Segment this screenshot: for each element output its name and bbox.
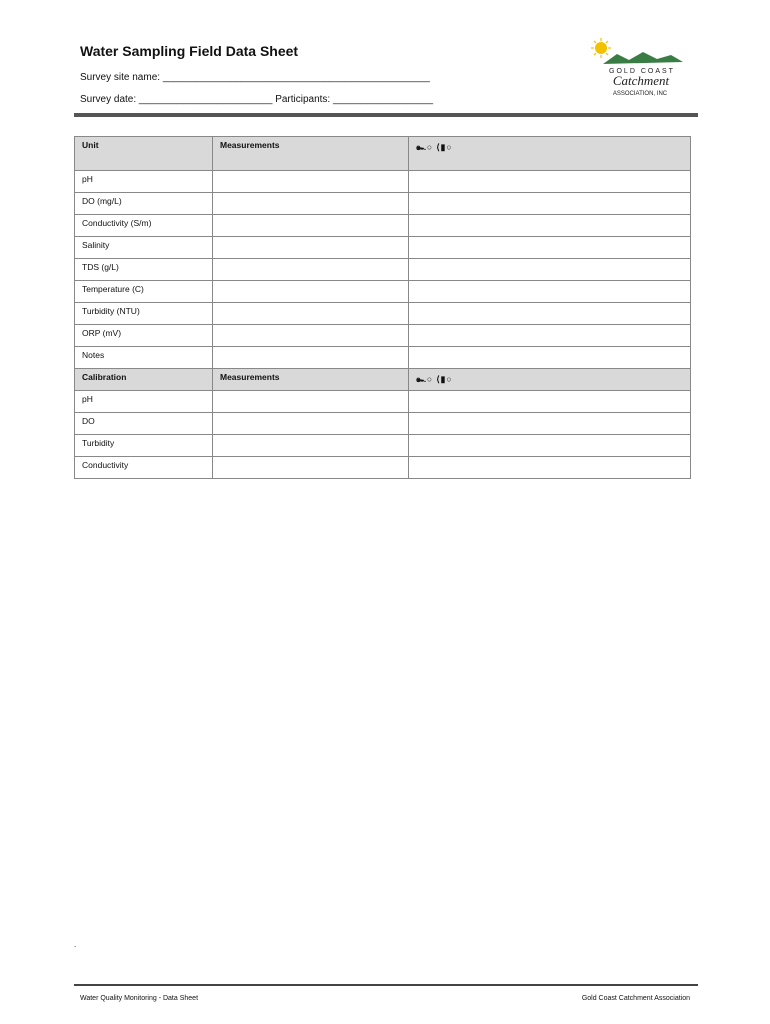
- unit-row-label: Notes: [75, 347, 213, 369]
- unit-row-label: DO (mg/L): [75, 193, 213, 215]
- notes-cell[interactable]: [409, 303, 691, 325]
- unit-row-label: TDS (g/L): [75, 259, 213, 281]
- unit-row-label: ORP (mV): [75, 325, 213, 347]
- unit-row-label: pH: [75, 171, 213, 193]
- notes-cell[interactable]: [409, 347, 691, 369]
- notes-cell[interactable]: [409, 325, 691, 347]
- table-row: [75, 391, 691, 413]
- table-row: [75, 435, 691, 457]
- survey-date-participants-line: [80, 94, 433, 105]
- unit-header: Unit: [75, 137, 213, 171]
- table-row: [75, 457, 691, 479]
- footer-divider: [74, 984, 698, 986]
- hills-icon: [603, 52, 683, 64]
- logo-line1: GOLD COAST: [609, 68, 675, 75]
- survey-date-field: Survey date: ________________________: [80, 94, 273, 105]
- measurement-cell[interactable]: [213, 435, 409, 457]
- measurement-cell[interactable]: [213, 347, 409, 369]
- table-row: [75, 171, 691, 193]
- notes-cell[interactable]: [409, 413, 691, 435]
- measurement-cell[interactable]: [213, 259, 409, 281]
- unit-row-label: Turbidity (NTU): [75, 303, 213, 325]
- table-row: [75, 237, 691, 259]
- logo-line2: Catchment: [612, 73, 670, 88]
- survey-site-field: Survey site name: ________________________________________________: [80, 72, 430, 83]
- unit-row-label: Temperature (C): [75, 281, 213, 303]
- footer-left-text: Water Quality Monitoring - Data Sheet: [80, 995, 199, 1002]
- calibration-row-label: DO: [75, 413, 213, 435]
- table-row: [75, 303, 691, 325]
- notes-cell[interactable]: [409, 237, 691, 259]
- footer-right-text: Gold Coast Catchment Association: [581, 995, 690, 1002]
- calibration-row-label: Turbidity: [75, 435, 213, 457]
- table-row: [75, 215, 691, 237]
- measurements-header: Measurements: [213, 137, 409, 171]
- notes-cell[interactable]: [409, 457, 691, 479]
- measurement-cell[interactable]: [213, 281, 409, 303]
- header-divider: [74, 113, 698, 117]
- measurement-cell[interactable]: [213, 215, 409, 237]
- page-title: Water Sampling Field Data Sheet: [80, 43, 299, 59]
- table-row: [75, 413, 691, 435]
- measurement-cell[interactable]: [213, 325, 409, 347]
- measurement-cell[interactable]: [213, 303, 409, 325]
- calibration-row-label: pH: [75, 391, 213, 413]
- notes-cell[interactable]: [409, 281, 691, 303]
- table-row: [75, 193, 691, 215]
- unit-header-row: [75, 137, 691, 171]
- notes-cell[interactable]: [409, 171, 691, 193]
- measurement-cell[interactable]: [213, 413, 409, 435]
- participants-field: Participants: __________________: [275, 94, 434, 105]
- measurement-cell[interactable]: [213, 171, 409, 193]
- calibration-row-label: Conductivity: [75, 457, 213, 479]
- sun-icon: [591, 38, 611, 58]
- notes-cell[interactable]: [409, 193, 691, 215]
- unit-row-label: Salinity: [75, 237, 213, 259]
- calibration-header-row: [75, 369, 691, 391]
- notes-cell[interactable]: [409, 215, 691, 237]
- gold-coast-catchment-logo: [585, 36, 700, 100]
- unit-row-label: Conductivity (S/m): [75, 215, 213, 237]
- table-row: [75, 259, 691, 281]
- measurement-cell[interactable]: [213, 237, 409, 259]
- data-table: [74, 136, 691, 479]
- calibration-header: Calibration: [75, 369, 213, 391]
- table-row: [75, 281, 691, 303]
- measurement-cell[interactable]: [213, 193, 409, 215]
- logo-line3: ASSOCIATION, INC: [612, 91, 668, 97]
- notes-cell[interactable]: [409, 435, 691, 457]
- notes-cell[interactable]: [409, 391, 691, 413]
- symbol-header: ๛○ ⟨▮○: [409, 137, 691, 171]
- table-row: [75, 347, 691, 369]
- calibration-symbol-header: ๛○ ⟨▮○: [409, 369, 691, 391]
- page-mark: .: [74, 940, 77, 949]
- measurement-cell[interactable]: [213, 457, 409, 479]
- measurement-cell[interactable]: [213, 391, 409, 413]
- calibration-measurements-header: Measurements: [213, 369, 409, 391]
- table-row: [75, 325, 691, 347]
- notes-cell[interactable]: [409, 259, 691, 281]
